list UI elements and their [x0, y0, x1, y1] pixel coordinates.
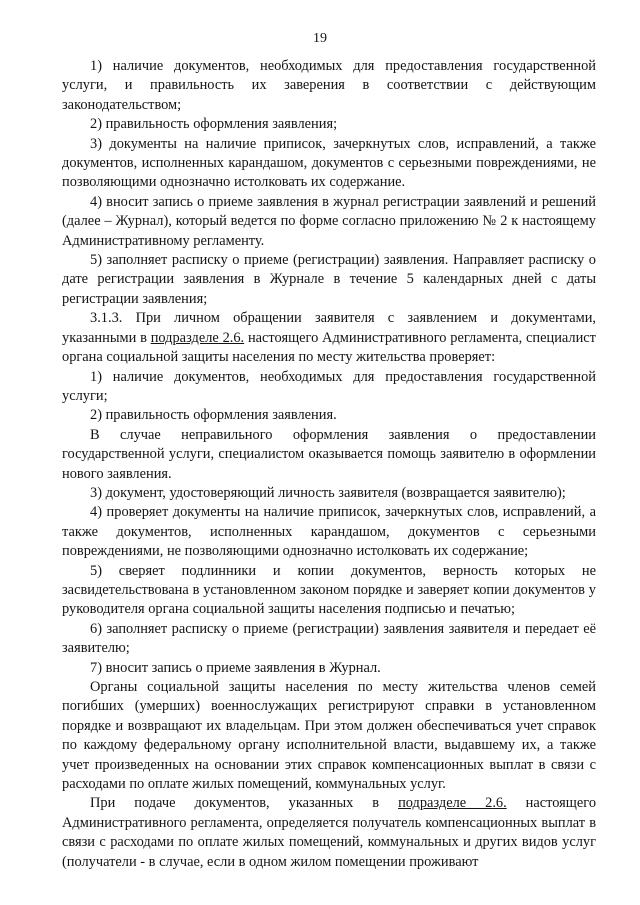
paragraph-text: При подаче документов, указанных в	[90, 795, 399, 812]
paragraph: 1) наличие документов, необходимых для предоставления государственной услуги;	[62, 368, 596, 404]
paragraph	[62, 794, 596, 872]
paragraph-text: 3.1.3. При личном обращении заявителя с заявлением и документами, указанными в	[62, 310, 596, 346]
paragraph: В случае неправильного оформления заявления о предоставлении государственной услуги, специалистом оказывается помощь заявителю в оформлении нового заявления.	[62, 426, 596, 482]
paragraph: Органы социальной защиты населения по месту жительства членов семей погибших (умерших) военнослужащих регистрируют справки в установленном порядке и возвращают их владельцам. При этом должен обеспечиваться учет справок по каждому федеральному органу исполнительной власти, выдавшему их, а также учет произведенных на основании этих справок компенсационных выплат в связи с расходами по оплате жилых помещений, коммунальных услуг.	[62, 679, 596, 793]
paragraph: 4) проверяет документы на наличие приписок, зачеркнутых слов, исправлений, а также документов, исполненных карандашом, документов с серьезными повреждениями, не позволяющими однозначно истолковать их содержание;	[62, 504, 596, 560]
section-reference-link[interactable]: подразделе 2.6.	[398, 795, 507, 812]
paragraph: 4) вносит запись о приеме заявления в журнал регистрации заявлений и решений (далее – Журнал), который ведется по форме согласно приложению № 2 к настоящему Административному регламенту.	[62, 193, 596, 249]
paragraph: 1) наличие документов, необходимых для предоставления государственной услуги, и правильность их заверения в соответствии с действующим законодательством;	[62, 58, 596, 113]
paragraph-text: настоящего Административного регламента, специалист органа социальной защиты населения по месту жительства проверяет:	[62, 329, 596, 366]
paragraph-text: настоящего Административного регламента, определяется получатель компенсационных выплат в связи с расходами по оплате жилых помещений, коммунальных и других видов услуг (получатели - в случае, если в одном жилом помещении проживают	[62, 795, 597, 870]
paragraph: 7) вносит запись о приеме заявления в Журнал.	[90, 659, 381, 676]
paragraph: 6) заполняет расписку о приеме (регистрации) заявления заявителя и передает её заявителю;	[62, 620, 596, 657]
paragraph: 2) правильность оформления заявления.	[90, 407, 337, 424]
paragraph: 2) правильность оформления заявления;	[90, 116, 338, 133]
document-body	[62, 57, 596, 872]
paragraph: 5) сверяет подлинники и копии документов, верность которых не засвидетельствована в установленном законом порядке и заверяет копии документов у руководителя органа социальной защиты населения подписью и печатью;	[62, 562, 596, 618]
paragraph: 3) документ, удостоверяющий личность заявителя (возвращается заявителю);	[90, 484, 566, 501]
paragraph: 3) документы на наличие приписок, зачеркнутых слов, исправлений, а также документов, исполненных карандашом, документов с серьезными повреждениями, не позволяющими однозначно истолковать их содержание.	[62, 135, 596, 191]
page-number: 19	[313, 31, 327, 46]
section-reference-link[interactable]: подразделе 2.6.	[150, 329, 245, 346]
paragraph	[62, 309, 596, 367]
paragraph: 5) заполняет расписку о приеме (регистрации) заявления. Направляет расписку о дате регистрации заявления в Журнале в течение 5 календарных дней с даты регистрации заявления;	[62, 252, 596, 307]
